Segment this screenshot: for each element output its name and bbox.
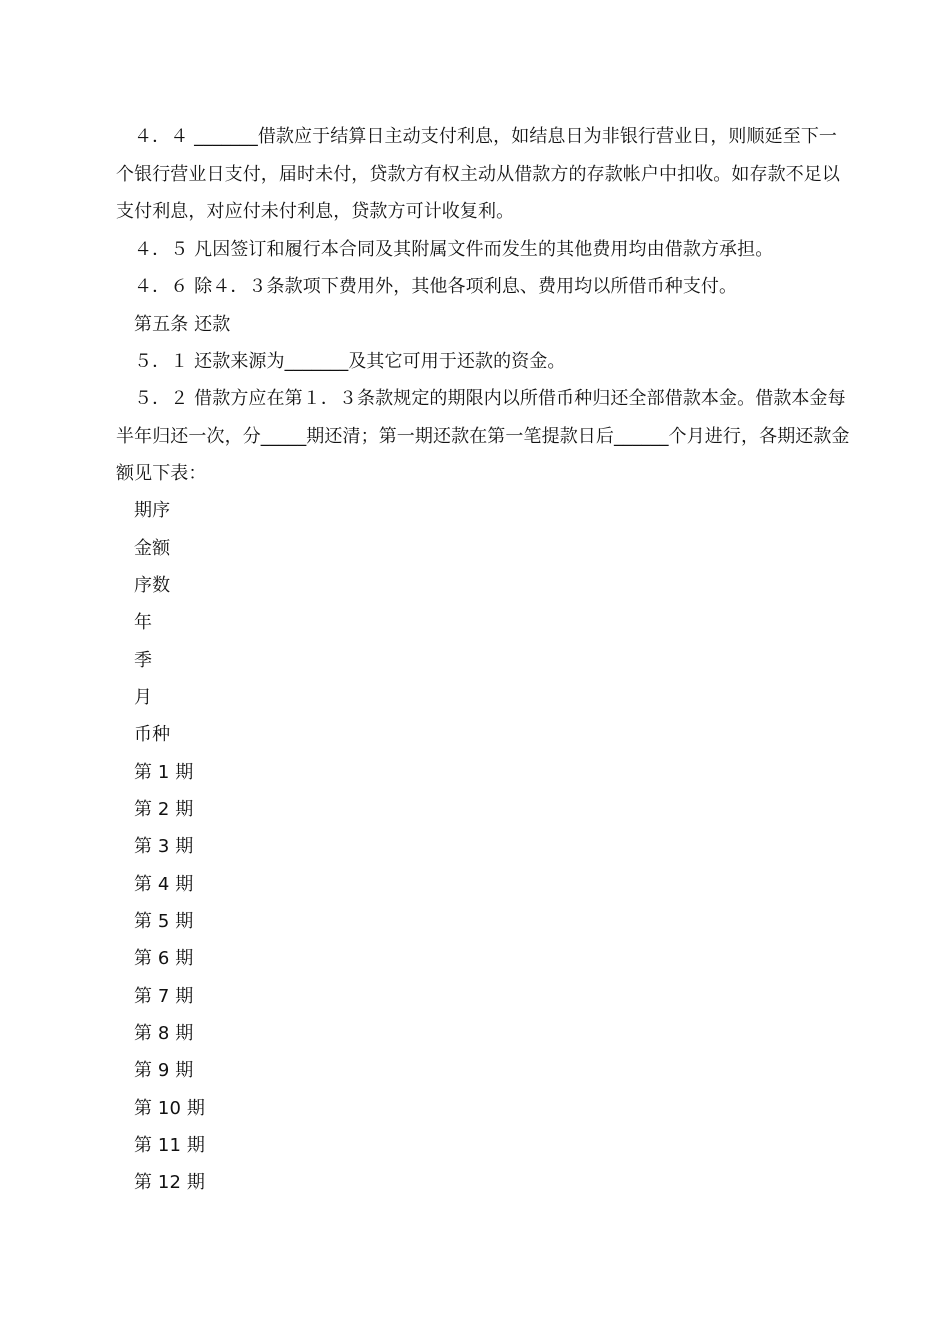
table-item-period-5: 第 5 期 — [134, 911, 194, 932]
table-item-period-order: 期序 — [134, 500, 171, 521]
table-item-period-4: 第 4 期 — [134, 874, 194, 895]
table-item-period-10: 第 10 期 — [134, 1098, 205, 1119]
clause-4-4: ４．４ _______借款应于结算日主动支付利息，如结息日为非银行营业日，则顺延至下一个银行营业日支付，届时未付，贷款方有权主动从借款方的存款帐户中扣收。如存款不足以支付利息，对应付未付利息，贷款方可计收复利。 — [116, 126, 840, 222]
table-item-month: 月 — [134, 687, 153, 708]
table-item-year: 年 — [134, 612, 153, 633]
clause-4-6: ４．６ 除４．３条款项下费用外，其他各项利息、费用均以所借币种支付。 — [134, 276, 738, 297]
table-item-period-12: 第 12 期 — [134, 1172, 205, 1193]
table-item-quarter: 季 — [134, 650, 153, 671]
table-item-period-2: 第 2 期 — [134, 799, 194, 820]
table-item-period-11: 第 11 期 — [134, 1135, 205, 1156]
article-5-heading: 第五条 还款 — [134, 314, 231, 335]
table-item-period-3: 第 3 期 — [134, 836, 194, 857]
table-item-period-8: 第 8 期 — [134, 1023, 194, 1044]
clause-5-2: ５．２ 借款方应在第１．３条款规定的期限内以所借币种归还全部借款本金。借款本金每半年归还一次，分_____期还清；第一期还款在第一笔提款日后______个月进行，各期还款金额见下表： — [116, 388, 850, 484]
clause-4-5: ４．５ 凡因签订和履行本合同及其附属文件而发生的其他费用均由借款方承担。 — [134, 239, 774, 260]
table-item-period-7: 第 7 期 — [134, 986, 194, 1007]
table-item-amount: 金额 — [134, 538, 171, 559]
table-item-currency: 币种 — [134, 724, 171, 745]
table-item-period-1: 第 1 期 — [134, 762, 194, 783]
clause-5-1: ５．１ 还款来源为_______及其它可用于还款的资金。 — [134, 351, 566, 372]
table-item-ordinal: 序数 — [134, 575, 171, 596]
table-item-period-6: 第 6 期 — [134, 948, 194, 969]
table-item-period-9: 第 9 期 — [134, 1060, 194, 1081]
